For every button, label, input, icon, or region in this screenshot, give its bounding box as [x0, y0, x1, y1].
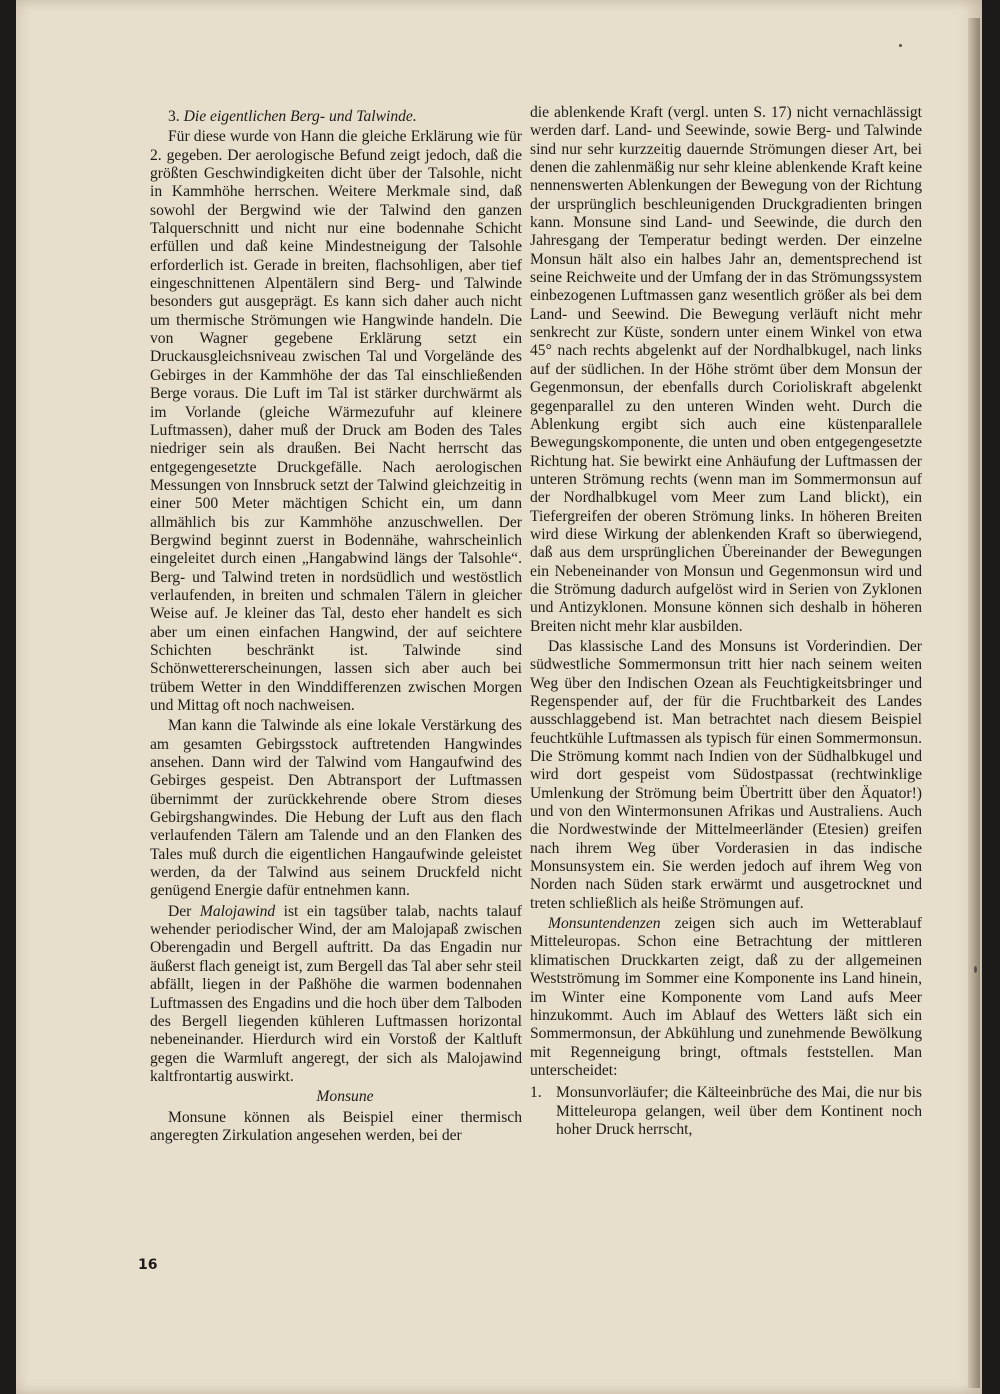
page-number: 16: [138, 1257, 158, 1273]
paragraph: Für diese wurde von Hann die gleiche Erklärung wie für 2. gegeben. Der aerologische Befund zeigt jedoch, daß die größten Geschwindigkeiten dicht über der Talsohle, nicht in Kammhöhe herrschen. Weitere Merkmale sind, daß sowohl der Bergwind wie der Talwind den ganzen Talquerschnitt und nicht nur eine bodennahe Schicht erfüllen und daß keine Mindestneigung der Talsohle erforderlich ist. Gerade in breiten, flachsohligen, aber tief eingeschnittenen Alpentälern sind Berg- und Talwinde besonders gut ausgeprägt. Es kann sich daher auch nicht um thermische Strömungen wie Hangwinde handeln. Die von Wagner gegebene Erklärung setzt ein Druckausgleichsniveau zwischen Tal und Vorgelände des Gebirges in der Kammhöhe der das Tal einschließenden Berge voraus. Die Luft im Tal ist stärker durchwärmt als im Vorlande (gleiche Wärmezufuhr auf kleinere Luftmassen), daher muß der Druck am Boden des Tales niedriger sein als draußen. Bei Nacht herrscht das entgegengesetzte Druckgefälle. Nach aerologischen Messungen von Innsbruck setzt der Talwind gleichzeitig in einer 500 Meter mächtigen Schicht ein, um dann allmählich bis zur Kammhöhe anzuschwellen. Der Bergwind beginnt zuerst in Bodennähe, wahrscheinlich eingeleitet durch einen „Hangabwind längs der Talsohle“. Berg- und Talwind treten in nordsüdlich und westöstlich verlaufenden, in breiten und schmalen Tälern in gleicher Weise auf. Je kleiner das Tal, desto eher handelt es sich aber um einen einfachen Hangwind, der auf seichtere Schichten beschränkt ist. Talwinde sind Schönwettererscheinungen, lassen sich aber auch bei trübem Wetter in den Winddifferenzen zwischen Morgen und Mittag oft noch nachweisen.: [150, 128, 522, 714]
paragraph: [530, 915, 922, 1080]
paper-speck: [974, 966, 977, 973]
section-title: Monsune: [316, 1088, 374, 1106]
paragraph: [150, 903, 522, 1086]
term-monsuntendenzen: Monsuntendenzen: [548, 915, 661, 933]
book-page: [16, 0, 982, 1394]
left-column: [150, 108, 522, 1145]
page-edge-shadow: [968, 18, 980, 1388]
list-item-number: 1.: [530, 1084, 542, 1102]
list-item: [530, 1084, 922, 1139]
list-item-text: Monsunvorläufer; die Kälteeinbrüche des Mai, die nur bis Mitteleuropa gelangen, weil über dem Kontinent noch hoher Druck herrscht,: [556, 1084, 922, 1138]
heading-title: Die eigentlichen Berg- und Talwinde.: [183, 108, 417, 125]
paragraph: die ablenkende Kraft (vergl. unten S. 17) nicht vernachlässigt werden darf. Land- und Seewinde, sowie Berg- und Talwinde sind nur sehr kurzzeitig dauernde Strömungen dieser Art, bei denen die zahlenmäßig nur sehr kleine ablenkende Kraft keine nennenswerten Ablenkungen der Bewegung von der Richtung der ursprünglich beschleunigenden Druckgradienten bringen kann. Monsune sind Land- und Seewinde, die durch den Jahresgang der Temperatur bedingt werden. Der einzelne Monsun hält also ein halbes Jahr an, dementsprechend ist seine Reichweite und der Umfang der in das Strömungssystem einbezogenen Luftmassen ganz wesentlich größer als bei dem Land- und Seewind. Die Bewegung verläuft nicht mehr senkrecht zur Küste, sondern unter einem Winkel von etwa 45° nach rechts abgelenkt auf der Nordhalbkugel, nach links auf der südlichen. In der Höhe strömt über dem Monsun der Gegenmonsun, der ebenfalls durch Corioliskraft abgelenkt gegenparallel zu den unteren Winden weht. Durch die Ablenkung ergibt sich auch eine küstenparallele Bewegungskomponente, die unten und oben entgegengesetzte Richtung hat. Sie bewirkt eine Anhäufung der Luftmassen der unteren Strömung rechts (wenn man im Sommermonsun auf der Nordhalbkugel vom Meer zum Land blickt), ein Tiefergreifen der oberen Strömung links. In höheren Breiten wird diese Wirkung der ablenkenden Kraft so überwiegend, daß aus dem ursprünglichen Übereinander der Bewegungen ein Nebeneinander von Monsun und Gegenmonsun wird und die Strömung dadurch aufgelöst wird in Serien von Zyklonen und Antizyklonen. Monsune können sich deshalb in höheren Breiten nicht mehr klar ausbilden.: [530, 104, 922, 635]
paragraph: Monsune können als Beispiel einer thermisch angeregten Zirkulation angesehen werden, bei der: [150, 1108, 522, 1144]
term-malojawind: Malojawind: [199, 902, 276, 920]
paragraph-lead: Der: [168, 902, 200, 920]
paper-speck: [899, 44, 902, 47]
paragraph: Man kann die Talwinde als eine lokale Verstärkung des am gesamten Gebirgsstock auftretenden Hangwindes ansehen. Dann wird der Talwind vom Hangaufwind des Gebirges gespeist. Den Abtransport der Luftmassen übernimmt der zurückkehrende obere Strom dieses Gebirgshangwindes. Die Hebung der Luft aus den flach verlaufenden Tälern am Talende und an den Flanken des Tales muß durch die eigentlichen Hangaufwinde geleistet werden, da der Talwind aus seinem Druckfeld nicht genügend Energie dafür entnehmen kann.: [150, 717, 522, 900]
paragraph-rest: ist ein tagsüber talab, nachts talauf wehender periodischer Wind, der am Malojapaß zwischen Oberengadin und Bergell auftritt. Da das Engadin nur äußerst flach geneigt ist, zum Bergell das Tal aber sehr steil abfällt, liegen in der Paßhöhe die warmen bodennahen Luftmassen des Engadins und die hoch über dem Talboden des Bergell liegenden kühleren Luftmassen horizontal nebeneinander. Hierdurch wird ein Vorstoß der Kaltluft gegen die Warmluft angeregt, der sich als Malojawind kaltfrontartig auswirkt.: [150, 902, 522, 1085]
paragraph: Das klassische Land des Monsuns ist Vorderindien. Der südwestliche Sommermonsun tritt hier nach seinem weiten Weg über den Indischen Ozean als Feuchtigkeitsbringer und Regenspender auf, der für die Fruchtbarkeit des Landes ausschlaggebend ist. Man betrachtet nach diesem Beispiel feuchtkühle Luftmassen als typisch für einen Sommermonsun. Die Strömung kommt nach Indien von der Südhalbkugel und wird dort gespeist vom Südostpassat (rechtwinklige Umlenkung der Strömung beim Übertritt über den Äquator!) und von den Wintermonsunen Afrikas und Australiens. Auch die Nordwestwinde der Mittelmeerländer (Etesien) greifen nach ihrem Weg über Vorderasien in das indische Monsunsystem ein. Sie werden jedoch auf ihrem Weg von Norden nach Süden stark erwärmt und ausgetrocknet und treten schließlich als heiße Strömungen auf.: [530, 637, 922, 912]
heading-number: 3.: [168, 108, 180, 125]
right-column: [530, 104, 922, 1139]
paragraph-rest: zeigen sich auch im Wetterablauf Mitteleuropas. Schon eine Betrachtung der mittleren klimatischen Druckkarten zeigt, daß zu der allgemeinen Westströmung im Sommer eine Komponente ins Land hinein, im Winter eine Komponente vom Land aufs Meer hinzukommt. Auch im Ablauf des Wetters läßt sich ein Sommermonsun, der Abkühlung und zunehmende Bewölkung mit Regenneigung bringt, oftmals feststellen. Man unterscheidet:: [530, 915, 922, 1079]
section-heading: [150, 108, 522, 126]
